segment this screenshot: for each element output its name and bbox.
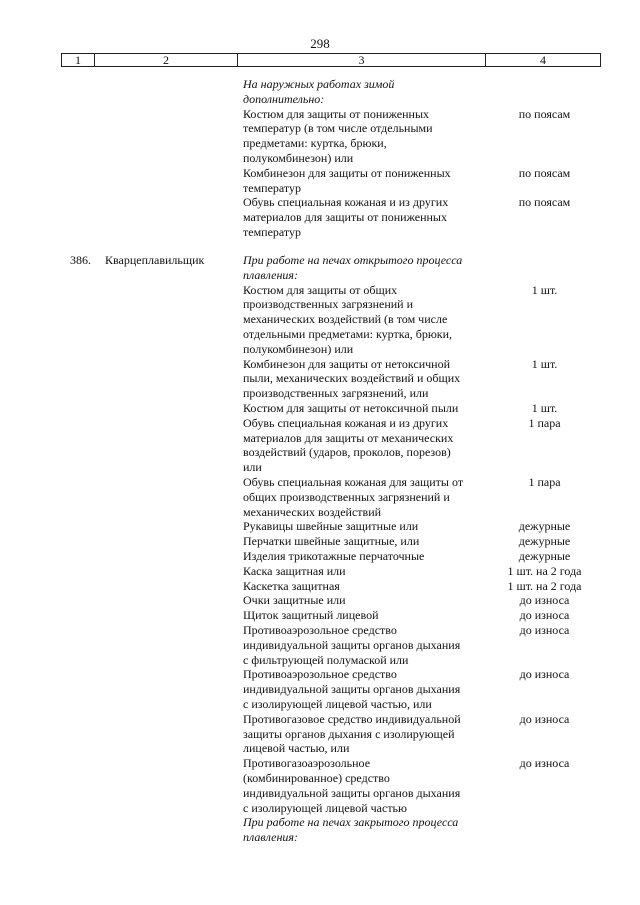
item-norm: 1 шт. (531, 356, 558, 371)
item-name-line: Комбинезон для защиты от пониженных (243, 165, 451, 180)
item-norm: до износа (519, 608, 570, 623)
item-name-line: температур (в том числе отдельными (243, 121, 433, 136)
section-heading: При работе на печах закрытого процесса (243, 815, 459, 830)
item-name-line: полукомбинезон) или (243, 151, 354, 165)
item-norm: до износа (519, 623, 570, 637)
section-heading: дополнительно: (243, 91, 325, 106)
item-norm: до износа (519, 593, 570, 608)
item-norm: 1 шт. (531, 401, 558, 415)
item-norm: 1 шт. на 2 года (507, 578, 582, 593)
column-header-4: 4 (540, 53, 546, 67)
section-heading: При работе на печах открытого процесса (243, 253, 463, 267)
item-name-line: температур (243, 180, 302, 195)
item-norm: 1 пара (528, 475, 561, 489)
item-name-line: Обувь специальная кожаная и из других (243, 195, 449, 210)
item-name-line: общих производственных загрязнений и (243, 489, 450, 504)
item-name-line: Противогазовое средство индивидуальной (243, 711, 461, 726)
item-name-line: Очки защитные или (243, 593, 346, 608)
item-name-line: (комбинированное) средство (243, 771, 390, 785)
item-name-line: производственных загрязнений и (243, 297, 414, 312)
column-header-1: 1 (62, 54, 95, 66)
column-header-2: 2 (95, 54, 238, 66)
item-name-line: индивидуальной защиты органов дыхания (243, 637, 461, 652)
column-header-row (61, 53, 601, 67)
item-name-line: механических воздействий (в том числе (243, 312, 448, 327)
item-name-line: индивидуальной защиты органов дыхания (243, 682, 461, 697)
item-norm: дежурные (518, 549, 571, 563)
item-name-line: полукомбинезон) или (243, 341, 354, 356)
item-name-line: воздействий (ударов, проколов, порезов) (243, 445, 451, 460)
item-name-line: Противогазоаэрозольное (243, 756, 371, 771)
item-name-line: отдельными предметами: куртка, брюки, (243, 327, 453, 341)
item-norm: 1 шт. (531, 282, 558, 297)
item-name-line: Противоаэрозольное средство (243, 623, 397, 637)
item-name-line: материалов для защиты от механических (243, 430, 454, 445)
item-norm: по поясам (518, 106, 571, 121)
page-number: 298 (310, 36, 330, 51)
item-name-line: Перчатки швейные защитные, или (243, 534, 420, 549)
column-header-3: 3 (238, 54, 486, 66)
item-name-line: с изолирующей лицевой частью (243, 800, 407, 815)
item-name-line: лицевой частью, или (243, 741, 350, 756)
item-name-line: Каска защитная или (243, 563, 346, 578)
item-name-line: Рукавицы швейные защитные или (243, 519, 419, 534)
item-name-line: Щиток защитный лицевой (243, 608, 379, 623)
section-heading: плавления: (243, 267, 298, 282)
profession-name: Кварцеплавильщик (105, 253, 205, 267)
item-name-line: Обувь специальная кожаная и из других (243, 415, 449, 430)
item-name-line: Обувь специальная кожаная для защиты от (243, 475, 464, 489)
row-number: 386. (70, 253, 91, 267)
item-norm: до износа (519, 667, 570, 682)
item-norm: по поясам (518, 195, 571, 210)
item-name-line: пыли, механических воздействий и общих (243, 371, 461, 386)
section-heading: плавления: (243, 830, 298, 845)
item-name-line: материалов для защиты от пониженных (243, 210, 447, 225)
item-name-line: Костюм для защиты от пониженных (243, 106, 430, 121)
item-norm: до износа (519, 756, 570, 771)
item-name-line: или (243, 460, 262, 475)
item-name-line: температур (243, 225, 302, 239)
item-name-line: Комбинезон для защиты от нетоксичной (243, 356, 451, 371)
item-norm: дежурные (518, 519, 571, 534)
item-name-line: с фильтрующей полумаской или (243, 652, 409, 667)
item-norm: до износа (519, 711, 570, 726)
item-name-line: Костюм для защиты от нетоксичной пыли (243, 401, 459, 415)
section-heading: На наружных работах зимой (243, 77, 395, 91)
item-name-line: производственных загрязнений, или (243, 386, 429, 401)
item-norm: по поясам (518, 165, 571, 180)
item-name-line: предметами: куртка, брюки, (243, 136, 387, 151)
item-norm: 1 пара (528, 415, 561, 430)
item-name-line: Противоаэрозольное средство (243, 667, 397, 682)
item-name-line: Каскетка защитная (243, 578, 340, 593)
item-name-line: защиты органов дыхания с изолирующей (243, 726, 455, 741)
item-name-line: индивидуальной защиты органов дыхания (243, 785, 461, 800)
item-name-line: с изолирующей лицевой частью, или (243, 697, 432, 711)
item-name-line: механических воздействий (243, 504, 382, 519)
item-norm: 1 шт. на 2 года (507, 563, 582, 578)
item-name-line: Изделия трикотажные перчаточные (243, 549, 425, 563)
item-norm: дежурные (518, 534, 571, 549)
item-name-line: Костюм для защиты от общих (243, 282, 398, 297)
